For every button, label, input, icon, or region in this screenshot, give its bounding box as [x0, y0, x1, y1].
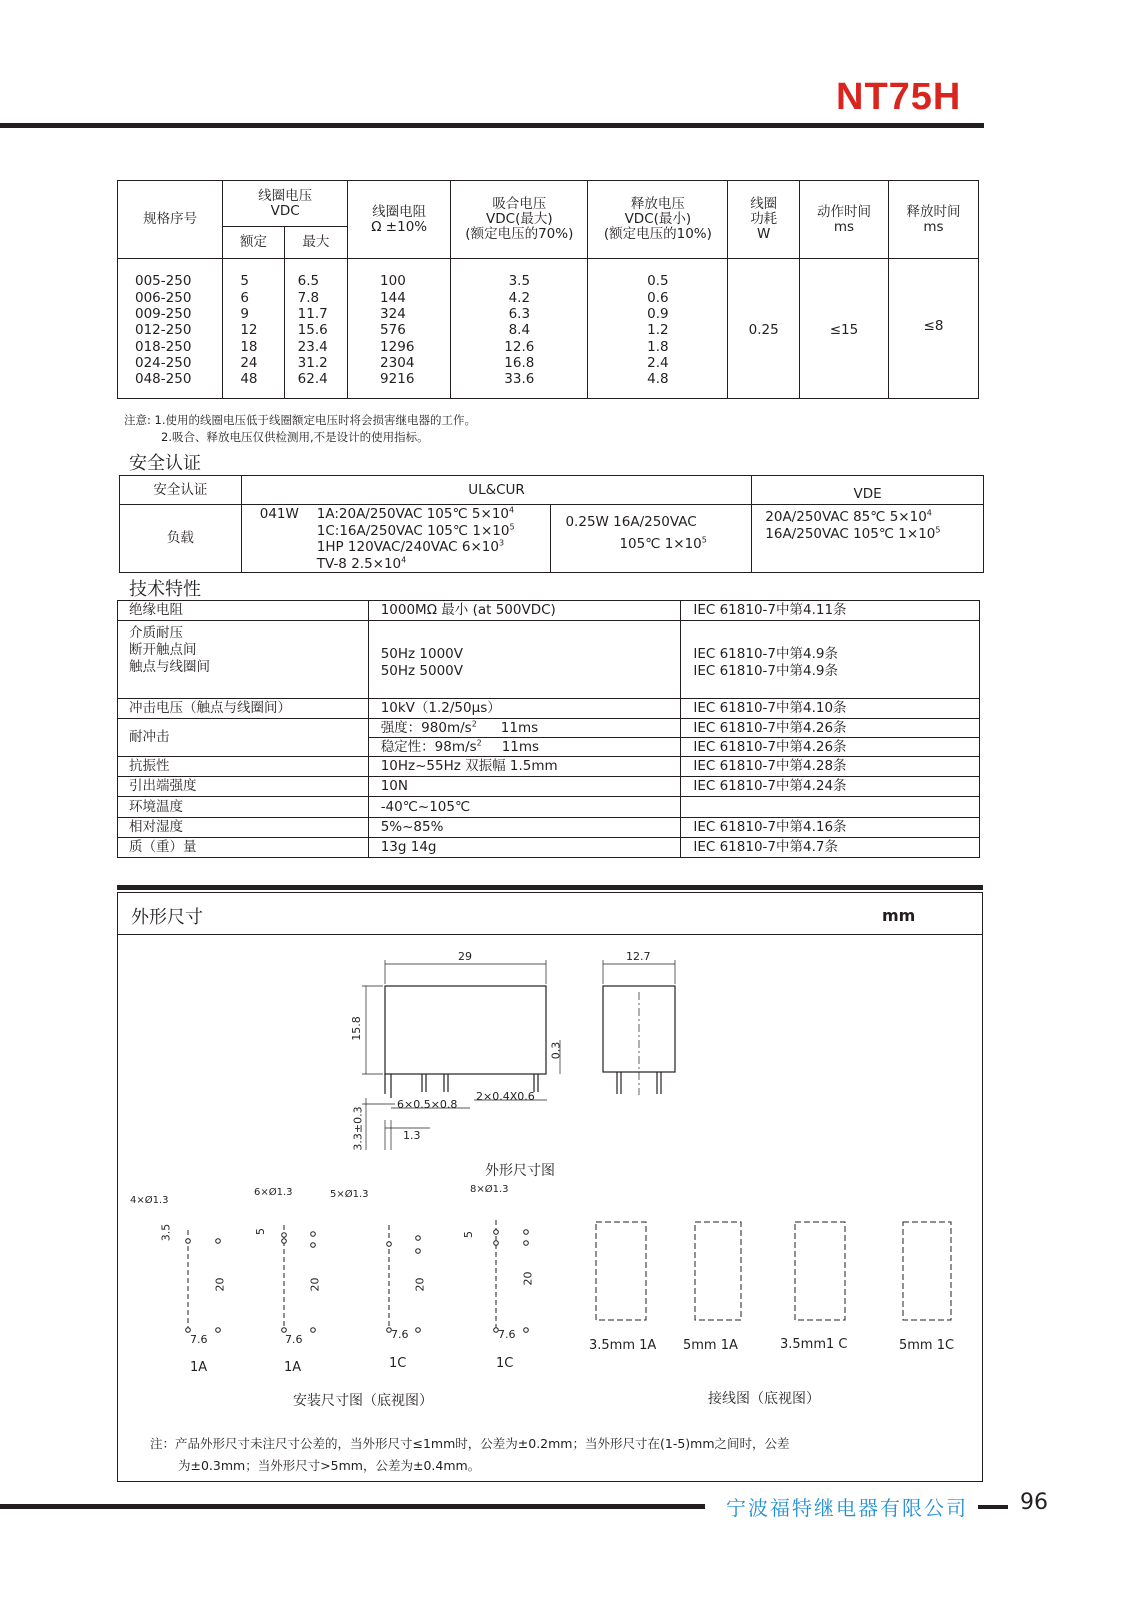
tech-row-value: 10kV（1.2/50μs）	[368, 699, 681, 719]
safety-title: 安全认证	[129, 453, 201, 474]
rated-list: 5 6 9 12 18 24 48	[223, 259, 284, 399]
wiring-diagrams	[596, 1222, 951, 1320]
dim-7-6: 7.6	[391, 1328, 409, 1341]
dim-7-6: 7.6	[498, 1328, 516, 1341]
wiring-caption: 接线图（底视图）	[708, 1391, 820, 1407]
holes-label-2: 6×Ø1.3	[254, 1187, 293, 1198]
operate-time-value: ≤15	[799, 259, 888, 399]
ul-b-line-2: 105℃ $1\times 10^5$	[619, 535, 707, 552]
outline-drawing	[362, 960, 675, 1150]
dim-0-3: 0.3	[549, 1041, 563, 1060]
dimension-title: 外形尺寸	[131, 907, 203, 928]
dim-2-pins: 2×0.4X0.6	[476, 1090, 535, 1103]
tolerance-note-line-1: 注：产品外形尺寸未注尺寸公差的，当外形尺寸≤1mm时，公差为±0.2mm；当外形尺寸在(1-5)mm之间时，公差	[150, 1436, 790, 1451]
dim-6-pins: 6×0.5×0.8	[397, 1098, 458, 1111]
vde-rating-1: 20A/250VAC 85℃ $5\times 10^4$	[765, 508, 932, 525]
ul-rating-4: TV-8 $2.5\times 10^4$	[316, 555, 407, 572]
header-operate-time: 动作时间 ms	[799, 181, 888, 259]
tech-row-value: 13g 14g	[368, 838, 681, 858]
header-coil-voltage: 线圈电压 VDC	[223, 181, 348, 227]
ul-b-line-1: 0.25W 16A/250VAC	[565, 514, 697, 530]
dim-3-3: 3.3±0.3	[351, 1106, 365, 1151]
tech-row-value: 1000MΩ 最小 (at 500VDC)	[368, 601, 681, 621]
mounting-drawings	[186, 1220, 529, 1332]
tolerance-note-line-2: 为±0.3mm；当外形尺寸>5mm，公差为±0.4mm。	[178, 1458, 481, 1473]
ul-code: 041W	[259, 506, 299, 522]
header-coil-resistance: 线圈电阻 Ω ±10%	[348, 181, 451, 259]
dim-20: 20	[413, 1277, 427, 1292]
power-value: 0.25	[728, 259, 800, 399]
tech-row-value: -40℃~105℃	[368, 797, 681, 818]
tech-row-standard: IEC 61810-7中第4.7条	[681, 838, 980, 858]
tech-row-standard: IEC 61810-7中第4.10条	[681, 699, 980, 719]
ul-header: UL&CUR	[241, 476, 752, 505]
tech-row-value: 10Hz~55Hz 双振幅 1.5mm	[368, 757, 681, 777]
header-coil-power: 线圈 功耗 W	[728, 181, 800, 259]
dim-20: 20	[213, 1277, 227, 1292]
dim-29: 29	[458, 950, 472, 963]
dim-20: 20	[521, 1271, 535, 1286]
dim-1-3: 1.3	[403, 1129, 421, 1142]
dim-5: 5	[462, 1231, 475, 1238]
tech-row-label: 相对湿度	[118, 818, 369, 838]
tech-row-label: 引出端强度	[118, 777, 369, 797]
load-label: 负载	[120, 505, 242, 573]
ul-rating-2: 1C:16A/250VAC 105℃ $1\times 10^5$	[316, 522, 515, 539]
max-list: 6.5 7.8 11.7 15.6 23.4 31.2 62.4	[284, 259, 347, 399]
safety-header-label: 安全认证	[120, 476, 242, 505]
note-line-2: 2.吸合、释放电压仅供检测用,不是设计的使用指标。	[161, 430, 429, 444]
release-time-value: ≤8	[888, 259, 978, 399]
tech-row-label: 环境温度	[118, 797, 369, 818]
tech-row-standard: IEC 61810-7中第4.11条	[681, 601, 980, 621]
tech-row-label: 抗振性	[118, 757, 369, 777]
tech-row-standard: IEC 61810-7中第4.28条	[681, 757, 980, 777]
dim-7-6: 7.6	[285, 1333, 303, 1346]
wiring-label-1: 3.5mm 1A	[589, 1338, 657, 1353]
mount-label-1a: 1A	[190, 1360, 208, 1375]
resistance-list: 100 144 324 576 1296 2304 9216	[348, 259, 451, 399]
vde-rating-2: 16A/250VAC 105℃ $1\times 10^5$	[765, 525, 941, 542]
dim-3-5: 3.5	[159, 1223, 173, 1242]
tech-row-label: 介质耐压 断开触点间 触点与线圈间	[118, 621, 369, 699]
company-name: 宁波福特继电器有限公司	[726, 1496, 968, 1520]
dim-15-8: 15.8	[349, 1016, 363, 1041]
ul-rating-1: 1A:20A/250VAC 105℃ $5\times 10^4$	[316, 505, 515, 522]
wiring-label-3: 3.5mm1 C	[780, 1337, 848, 1352]
unit-label: mm	[882, 906, 916, 925]
dim-20: 20	[308, 1277, 322, 1292]
tech-row-standard: IEC 61810-7中第4.16条	[681, 818, 980, 838]
mount-caption: 安装尺寸图（底视图）	[293, 1393, 433, 1409]
tech-row-standard: IEC 61810-7中第4.26条	[681, 738, 980, 757]
wiring-label-4: 5mm 1C	[899, 1338, 955, 1353]
relay-body-front	[385, 986, 546, 1074]
tech-row-value: 10N	[368, 777, 681, 797]
dim-7-6: 7.6	[190, 1333, 208, 1346]
tech-row-label: 耐冲击	[118, 719, 369, 757]
dim-12-7: 12.7	[626, 950, 651, 963]
header-model: 规格序号	[118, 181, 223, 259]
holes-label-1: 4×Ø1.3	[130, 1195, 169, 1206]
tech-title: 技术特性	[129, 579, 201, 600]
holes-label-4: 8×Ø1.3	[470, 1184, 509, 1195]
pickup-list: 3.5 4.2 6.3 8.4 12.6 16.8 33.6	[451, 259, 588, 399]
footer-dash	[978, 1505, 1008, 1509]
mount-label-1c: 1C	[496, 1356, 514, 1371]
header-dropout-voltage: 释放电压 VDC(最小) (额定电压的10%)	[588, 181, 728, 259]
tech-row-standard: IEC 61810-7中第4.26条	[681, 719, 980, 738]
product-model-title: NT75H	[836, 76, 962, 118]
tech-row-standard: IEC 61810-7中第4.9条 IEC 61810-7中第4.9条	[681, 621, 980, 699]
dim-5: 5	[254, 1228, 267, 1235]
header-rated: 额定	[223, 227, 284, 259]
tech-row-value: 5%~85%	[368, 818, 681, 838]
note-line-1: 注意: 1.使用的线圈电压低于线圈额定电压时将会损害继电器的工作。	[124, 413, 476, 427]
page-number: 96	[1020, 1490, 1048, 1515]
holes-label-3: 5×Ø1.3	[330, 1189, 369, 1200]
ul-rating-3: 1HP 120VAC/240VAC $6\times 10^3$	[316, 538, 505, 555]
header-release-time: 释放时间 ms	[888, 181, 978, 259]
tech-row-value: 强度：$980m/s^2$ 11ms	[368, 719, 681, 738]
tech-row-value: 50Hz 1000V 50Hz 5000V	[368, 621, 681, 699]
tech-row-value: 稳定性：$98m/s^2$ 11ms	[368, 738, 681, 757]
tech-row-label: 冲击电压（触点与线圈间）	[118, 699, 369, 719]
header-pickup-voltage: 吸合电压 VDC(最大) (额定电压的70%)	[451, 181, 588, 259]
footer-rule	[0, 1504, 705, 1509]
header-max: 最大	[284, 227, 347, 259]
tech-row-label: 绝缘电阻	[118, 601, 369, 621]
mount-label-1c: 1C	[389, 1356, 407, 1371]
mount-label-1a: 1A	[284, 1360, 302, 1375]
wiring-label-2: 5mm 1A	[683, 1338, 738, 1353]
tech-row-label: 质（重）量	[118, 838, 369, 858]
vde-header: VDE	[752, 476, 984, 505]
tolerance-note	[150, 1433, 790, 1477]
dropout-list: 0.5 0.6 0.9 1.2 1.8 2.4 4.8	[588, 259, 728, 399]
model-list: 005-250 006-250 009-250 012-250 018-250 024-250 048-250	[118, 259, 223, 399]
outline-caption: 外形尺寸图	[485, 1163, 555, 1179]
tech-row-standard: IEC 61810-7中第4.24条	[681, 777, 980, 797]
